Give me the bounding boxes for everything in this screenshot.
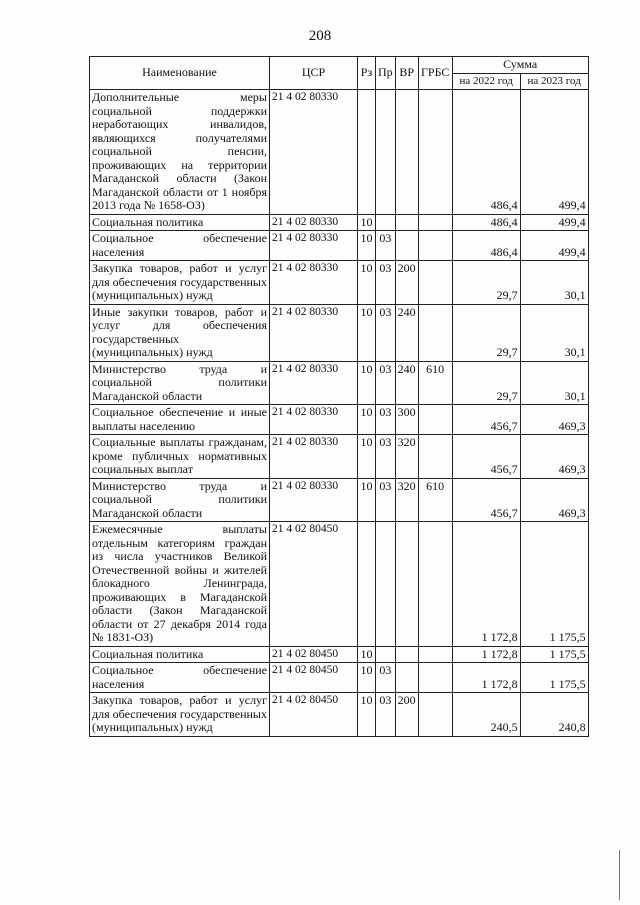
row-csr: 21 4 02 80330 <box>270 405 358 435</box>
row-grbs <box>418 304 452 361</box>
row-vr <box>395 231 418 261</box>
header-year-2022: на 2022 год <box>452 73 520 90</box>
row-grbs <box>418 231 452 261</box>
row-csr: 21 4 02 80330 <box>270 261 358 305</box>
table-row <box>90 261 589 305</box>
row-rz: 10 <box>358 435 376 479</box>
row-sum-2023: 240,8 <box>520 693 588 737</box>
table-row <box>90 663 589 693</box>
budget-table <box>89 56 589 737</box>
row-rz <box>358 522 376 647</box>
row-name: Социальная политика <box>90 214 270 231</box>
row-sum-2023: 499,4 <box>520 90 588 215</box>
row-grbs <box>418 693 452 737</box>
table-row <box>90 214 589 231</box>
row-grbs <box>418 522 452 647</box>
row-vr: 240 <box>395 304 418 361</box>
row-sum-2022: 1 172,8 <box>452 646 520 663</box>
row-sum-2023: 499,4 <box>520 214 588 231</box>
row-csr: 21 4 02 80330 <box>270 435 358 479</box>
row-rz: 10 <box>358 304 376 361</box>
row-sum-2023: 30,1 <box>520 361 588 405</box>
row-rz: 10 <box>358 478 376 522</box>
table-row <box>90 405 589 435</box>
row-sum-2022: 486,4 <box>452 214 520 231</box>
row-sum-2022: 29,7 <box>452 361 520 405</box>
row-csr: 21 4 02 80330 <box>270 214 358 231</box>
row-pr: 03 <box>376 361 396 405</box>
row-name: Министерство труда и социальной политики Магаданской области <box>90 478 270 522</box>
row-grbs: 610 <box>418 478 452 522</box>
table-row <box>90 304 589 361</box>
table-row <box>90 522 589 647</box>
row-rz: 10 <box>358 214 376 231</box>
row-sum-2022: 1 172,8 <box>452 522 520 647</box>
row-grbs <box>418 646 452 663</box>
row-vr: 240 <box>395 361 418 405</box>
row-csr: 21 4 02 80330 <box>270 90 358 215</box>
row-pr: 03 <box>376 304 396 361</box>
table-row <box>90 90 589 215</box>
page-number: 208 <box>308 28 332 44</box>
row-rz <box>358 90 376 215</box>
table-row <box>90 693 589 737</box>
row-csr: 21 4 02 80330 <box>270 478 358 522</box>
row-vr: 320 <box>395 435 418 479</box>
row-sum-2023: 1 175,5 <box>520 646 588 663</box>
row-name: Иные закупки товаров, работ и услуг для обеспечения государственных (муниципальных) нужд <box>90 304 270 361</box>
row-pr <box>376 646 396 663</box>
row-csr: 21 4 02 80450 <box>270 693 358 737</box>
row-vr: 200 <box>395 261 418 305</box>
row-sum-2023: 1 175,5 <box>520 663 588 693</box>
row-vr: 300 <box>395 405 418 435</box>
row-pr: 03 <box>376 693 396 737</box>
table-row <box>90 435 589 479</box>
header-rz: Рз <box>358 57 376 90</box>
row-grbs <box>418 405 452 435</box>
row-sum-2023: 469,3 <box>520 478 588 522</box>
row-vr: 320 <box>395 478 418 522</box>
row-vr: 200 <box>395 693 418 737</box>
row-grbs <box>418 261 452 305</box>
row-sum-2022: 456,7 <box>452 405 520 435</box>
table-row <box>90 646 589 663</box>
row-pr <box>376 214 396 231</box>
row-sum-2022: 29,7 <box>452 304 520 361</box>
row-grbs: 610 <box>418 361 452 405</box>
row-name: Социальное обеспечение населения <box>90 231 270 261</box>
row-vr <box>395 90 418 215</box>
row-vr <box>395 522 418 647</box>
row-name: Социальная политика <box>90 646 270 663</box>
row-grbs <box>418 663 452 693</box>
edge-line <box>619 850 620 900</box>
row-pr <box>376 90 396 215</box>
row-grbs <box>418 214 452 231</box>
row-vr <box>395 646 418 663</box>
row-rz: 10 <box>358 693 376 737</box>
row-csr: 21 4 02 80450 <box>270 522 358 647</box>
row-sum-2022: 240,5 <box>452 693 520 737</box>
row-pr: 03 <box>376 478 396 522</box>
header-sum: Сумма <box>452 57 588 74</box>
header-grbs: ГРБС <box>418 57 452 90</box>
row-csr: 21 4 02 80330 <box>270 304 358 361</box>
row-sum-2023: 469,3 <box>520 435 588 479</box>
row-sum-2022: 29,7 <box>452 261 520 305</box>
row-sum-2022: 1 172,8 <box>452 663 520 693</box>
row-name: Социальное обеспечение населения <box>90 663 270 693</box>
table-row <box>90 231 589 261</box>
row-sum-2022: 486,4 <box>452 90 520 215</box>
row-pr <box>376 522 396 647</box>
row-sum-2023: 30,1 <box>520 261 588 305</box>
row-pr: 03 <box>376 261 396 305</box>
row-pr: 03 <box>376 231 396 261</box>
row-sum-2022: 456,7 <box>452 478 520 522</box>
row-name: Закупка товаров, работ и услуг для обеспечения государственных (муниципальных) нужд <box>90 261 270 305</box>
header-year-2023: на 2023 год <box>520 73 588 90</box>
row-name: Ежемесячные выплаты отдельным категориям граждан из числа участников Великой Отечественной войны и жителей блокадного Ленинграда, проживающих в Магаданской области (Закон Магаданской области от 27 декабря 2014 года № 1831-ОЗ) <box>90 522 270 647</box>
row-csr: 21 4 02 80330 <box>270 361 358 405</box>
row-name: Социальное обеспечение и иные выплаты населению <box>90 405 270 435</box>
row-name: Дополнительные меры социальной поддержки неработающих инвалидов, являющихся получателями социальной пенсии, проживающих на территории Магаданской области (Закон Магаданской области от 1 ноября 2013 года № 1658-ОЗ) <box>90 90 270 215</box>
table-row <box>90 478 589 522</box>
row-name: Социальные выплаты гражданам, кроме публичных нормативных социальных выплат <box>90 435 270 479</box>
row-name: Закупка товаров, работ и услуг для обеспечения государственных (муниципальных) нужд <box>90 693 270 737</box>
row-rz: 10 <box>358 231 376 261</box>
row-sum-2023: 499,4 <box>520 231 588 261</box>
header-name: Наименование <box>90 57 270 90</box>
row-sum-2022: 456,7 <box>452 435 520 479</box>
row-vr <box>395 663 418 693</box>
row-csr: 21 4 02 80450 <box>270 663 358 693</box>
header-vr: ВР <box>395 57 418 90</box>
row-grbs <box>418 90 452 215</box>
row-csr: 21 4 02 80450 <box>270 646 358 663</box>
row-pr: 03 <box>376 405 396 435</box>
row-rz: 10 <box>358 405 376 435</box>
header-csr: ЦСР <box>270 57 358 90</box>
row-sum-2023: 469,3 <box>520 405 588 435</box>
row-vr <box>395 214 418 231</box>
table-row <box>90 361 589 405</box>
row-name: Министерство труда и социальной политики Магаданской области <box>90 361 270 405</box>
row-rz: 10 <box>358 361 376 405</box>
row-rz: 10 <box>358 663 376 693</box>
row-rz: 10 <box>358 261 376 305</box>
row-csr: 21 4 02 80330 <box>270 231 358 261</box>
header-pr: Пр <box>376 57 396 90</box>
row-sum-2023: 1 175,5 <box>520 522 588 647</box>
row-sum-2022: 486,4 <box>452 231 520 261</box>
row-rz: 10 <box>358 646 376 663</box>
table-header-row <box>90 57 589 74</box>
row-pr: 03 <box>376 663 396 693</box>
row-pr: 03 <box>376 435 396 479</box>
row-sum-2023: 30,1 <box>520 304 588 361</box>
row-grbs <box>418 435 452 479</box>
